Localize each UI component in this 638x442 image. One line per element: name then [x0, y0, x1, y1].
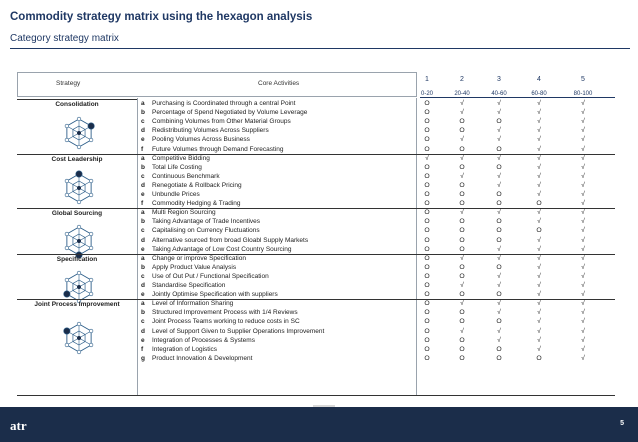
activity-text: Joint Process Teams working to reduce costs in SC	[152, 318, 300, 326]
rating-mark: O	[424, 282, 430, 289]
rating-mark: √	[581, 209, 585, 217]
rating-mark: √	[537, 254, 541, 262]
rating-mark: √	[460, 172, 464, 180]
rating-mark: O	[459, 127, 465, 135]
row-letter: d	[141, 181, 145, 189]
rating-mark: O	[496, 291, 502, 299]
column-number: 1	[425, 76, 429, 83]
page-title: Commodity strategy matrix using the hexagon analysis	[10, 11, 313, 23]
rating-mark: O	[424, 336, 430, 344]
row-letter: d	[141, 327, 145, 335]
row-letter: e	[141, 136, 145, 144]
table-row	[17, 217, 615, 226]
rating-mark: O	[424, 118, 430, 126]
rating-mark: O	[424, 345, 430, 353]
row-letter: f	[141, 200, 144, 208]
rating-mark: O	[424, 136, 430, 144]
rating-mark: √	[497, 254, 501, 262]
table-row	[17, 254, 615, 263]
rating-mark: √	[497, 181, 501, 189]
table-row	[17, 317, 615, 326]
rating-mark: O	[459, 236, 465, 244]
rating-mark: O	[459, 163, 465, 171]
rating-mark: √	[537, 127, 541, 135]
rating-mark: √	[581, 118, 585, 126]
header-core-activities: Core Activities	[258, 80, 300, 87]
rating-mark: O	[424, 227, 430, 235]
atr-logo: atr	[10, 418, 27, 433]
row-letter: e	[141, 336, 145, 344]
rating-mark: O	[424, 191, 430, 198]
activity-text: Continuous Benchmark	[152, 172, 220, 180]
rating-mark: O	[459, 181, 465, 189]
strategy-matrix-table	[17, 72, 615, 396]
rating-mark: √	[537, 345, 541, 353]
table-row	[17, 145, 615, 154]
activity-text: Standardise Specification	[152, 282, 226, 289]
row-letter: a	[141, 300, 145, 308]
rating-mark: O	[496, 263, 502, 271]
activity-text: Percentage of Spend Negotiated by Volume Leverage	[152, 109, 308, 117]
activity-text: Apply Product Value Analysis	[152, 263, 237, 271]
table-row	[17, 181, 615, 190]
row-letter: f	[141, 345, 144, 353]
table-row	[17, 126, 615, 135]
rating-mark: √	[581, 136, 585, 144]
rating-mark: O	[496, 118, 502, 126]
rating-mark: O	[424, 327, 430, 335]
table-bottom-border	[17, 395, 615, 396]
activity-text: Taking Advantage of Low Cost Country Sourcing	[152, 245, 292, 253]
rating-mark: O	[459, 272, 465, 280]
rating-mark: O	[424, 354, 430, 362]
rating-mark: √	[581, 172, 585, 180]
strategy-name: Cost Leadership	[51, 155, 103, 163]
title-divider	[10, 48, 630, 49]
row-letter: d	[141, 282, 145, 289]
rating-mark: √	[537, 181, 541, 189]
rating-mark: √	[537, 218, 541, 226]
row-letter: a	[141, 154, 145, 162]
rating-mark: √	[497, 327, 501, 335]
rating-mark: √	[537, 172, 541, 180]
rating-mark: O	[496, 200, 502, 208]
table-row	[17, 99, 615, 108]
rating-mark: √	[581, 154, 585, 162]
rating-mark: √	[581, 318, 585, 326]
rating-mark: √	[537, 245, 541, 253]
table-row	[17, 154, 615, 163]
rating-mark: O	[459, 191, 465, 198]
rating-mark: √	[581, 236, 585, 244]
rating-mark: √	[537, 136, 541, 144]
rating-mark: O	[459, 145, 465, 153]
activity-text: Pooling Volumes Across Business	[152, 136, 250, 144]
rating-mark: √	[497, 209, 501, 217]
rating-mark: √	[581, 245, 585, 253]
row-letter: b	[141, 163, 145, 171]
rating-mark: O	[424, 163, 430, 171]
rating-mark: O	[424, 100, 430, 107]
footer-bar	[0, 407, 638, 442]
activity-text: Integration of Processes & Systems	[152, 336, 255, 344]
rating-mark: √	[581, 191, 585, 198]
table-row	[17, 272, 615, 281]
row-letter: b	[141, 263, 145, 271]
rating-mark: √	[581, 272, 585, 280]
rating-mark: √	[537, 118, 541, 126]
column-range: 60-80	[531, 91, 547, 97]
rating-mark: O	[496, 191, 502, 198]
row-letter: b	[141, 309, 145, 317]
activity-text: Structured Improvement Process with 1/4 Reviews	[152, 309, 298, 317]
rating-mark: √	[497, 300, 501, 308]
rating-mark: √	[537, 191, 541, 198]
table-row	[17, 327, 615, 336]
rating-mark: √	[581, 227, 585, 235]
rating-mark: √	[460, 109, 464, 117]
activity-text: Taking Advantage of Trade Incentives	[152, 218, 261, 226]
header-underline	[420, 97, 615, 98]
rating-mark: O	[459, 354, 465, 362]
rating-mark: O	[536, 227, 542, 235]
rating-mark: √	[497, 127, 501, 135]
row-letter: e	[141, 291, 145, 299]
header-strategy: Strategy	[56, 80, 81, 87]
row-letter: c	[141, 227, 145, 235]
column-number: 4	[537, 76, 541, 83]
rating-mark: √	[581, 291, 585, 299]
rating-mark: O	[424, 300, 430, 308]
table-row	[17, 117, 615, 126]
table-row	[17, 199, 615, 208]
row-letter: c	[141, 118, 145, 126]
rating-mark: √	[537, 327, 541, 335]
rating-mark: √	[497, 272, 501, 280]
rating-mark: O	[496, 218, 502, 226]
rating-mark: √	[537, 145, 541, 153]
rating-mark: √	[581, 109, 585, 117]
table-row	[17, 308, 615, 317]
row-letter: d	[141, 127, 145, 135]
rating-mark: √	[497, 245, 501, 253]
column-number: 2	[460, 76, 464, 83]
table-row	[17, 299, 615, 308]
activity-text: Capitalising on Currency Fluctuations	[152, 227, 260, 235]
rating-mark: √	[581, 309, 585, 317]
rating-mark: √	[581, 327, 585, 335]
strategy-name: Consolidation	[55, 101, 99, 108]
activity-text: Combining Volumes from Other Material Groups	[152, 118, 291, 126]
activity-text: Redistributing Volumes Across Suppliers	[152, 127, 269, 135]
rating-mark: O	[459, 200, 465, 208]
rating-mark: √	[581, 218, 585, 226]
table-row	[17, 245, 615, 254]
activity-text: Purchasing is Coordinated through a central Point	[152, 100, 296, 107]
rating-mark: √	[581, 282, 585, 289]
rating-mark: √	[537, 100, 541, 107]
rating-mark: O	[459, 309, 465, 317]
rating-mark: √	[537, 272, 541, 280]
rating-mark: O	[496, 236, 502, 244]
rating-mark: O	[424, 263, 430, 271]
rating-mark: √	[460, 254, 464, 262]
rating-mark: √	[497, 100, 501, 107]
rating-mark: O	[424, 109, 430, 117]
rating-mark: √	[425, 154, 429, 162]
rating-mark: O	[496, 354, 502, 362]
row-letter: a	[141, 209, 145, 217]
rating-mark: O	[424, 145, 430, 153]
rating-mark: O	[459, 336, 465, 344]
rating-mark: √	[460, 154, 464, 162]
rating-mark: √	[537, 163, 541, 171]
rating-mark: O	[459, 118, 465, 126]
table-row	[17, 172, 615, 181]
rating-mark: √	[460, 136, 464, 144]
rating-mark: √	[581, 100, 585, 107]
table-header-box	[17, 72, 417, 97]
table-row	[17, 345, 615, 354]
activity-text: Renegotiate & Rollback Pricing	[152, 181, 242, 189]
rating-mark: O	[424, 309, 430, 317]
rating-mark: √	[581, 254, 585, 262]
rating-mark: √	[537, 300, 541, 308]
rating-mark: √	[537, 209, 541, 217]
table-row	[17, 163, 615, 172]
rating-mark: O	[459, 345, 465, 353]
column-range: 40-60	[491, 91, 507, 97]
rating-mark: √	[460, 282, 464, 289]
strategy-name: Specification	[56, 255, 98, 263]
rating-mark: √	[537, 309, 541, 317]
rating-mark: √	[460, 327, 464, 335]
rating-mark: √	[537, 291, 541, 299]
rating-mark: √	[581, 200, 585, 208]
rating-mark: √	[581, 127, 585, 135]
rating-mark: √	[497, 172, 501, 180]
row-letter: d	[141, 236, 145, 244]
rating-mark: √	[581, 345, 585, 353]
activity-text: Change or improve Specification	[152, 254, 246, 262]
row-letter: a	[141, 254, 145, 262]
table-row	[17, 336, 615, 345]
rating-mark: O	[424, 209, 430, 217]
table-row	[17, 281, 615, 290]
row-letter: e	[141, 245, 145, 253]
row-letter: g	[141, 354, 145, 362]
table-row	[17, 226, 615, 235]
rating-mark: O	[424, 200, 430, 208]
rating-mark: √	[460, 100, 464, 107]
table-row	[17, 236, 615, 245]
table-row	[17, 135, 615, 144]
rating-mark: √	[537, 154, 541, 162]
rating-mark: √	[581, 354, 585, 362]
activity-text: Product Innovation & Development	[152, 354, 253, 362]
rating-mark: O	[424, 291, 430, 299]
activity-text: Level of Information Sharing	[152, 300, 234, 308]
activity-text: Total Life Costing	[152, 163, 202, 171]
rating-mark: √	[581, 263, 585, 271]
activity-text: Commodity Hedging & Trading	[152, 200, 241, 208]
row-letter: a	[141, 100, 145, 107]
activity-text: Use of Out Put / Functional Specification	[152, 272, 269, 280]
rating-mark: √	[537, 263, 541, 271]
rating-mark: O	[459, 245, 465, 253]
row-letter: b	[141, 109, 145, 117]
rating-mark: O	[424, 218, 430, 226]
rating-mark: O	[459, 318, 465, 326]
rating-mark: O	[496, 145, 502, 153]
activity-text: Unbundle Prices	[152, 191, 200, 198]
column-number: 5	[581, 76, 585, 83]
rating-mark: √	[537, 336, 541, 344]
page-number: 5	[620, 420, 624, 427]
row-letter: b	[141, 218, 145, 226]
rating-mark: √	[497, 282, 501, 289]
activity-text: Level of Support Given to Supplier Operations Improvement	[152, 327, 325, 335]
table-row	[17, 290, 615, 299]
rating-mark: O	[424, 272, 430, 280]
rating-mark: O	[459, 291, 465, 299]
table-row	[17, 208, 615, 217]
row-letter: c	[141, 318, 145, 326]
rating-mark: O	[424, 127, 430, 135]
rating-mark: O	[459, 263, 465, 271]
column-range: 20-40	[454, 91, 470, 97]
page-subtitle: Category strategy matrix	[10, 33, 119, 44]
rating-mark: √	[537, 282, 541, 289]
row-letter: c	[141, 272, 145, 280]
rating-mark: O	[424, 254, 430, 262]
rating-mark: O	[459, 227, 465, 235]
rating-mark: O	[424, 181, 430, 189]
rating-mark: √	[581, 145, 585, 153]
table-row	[17, 190, 615, 199]
rating-mark: O	[424, 245, 430, 253]
rating-mark: √	[581, 181, 585, 189]
activity-text: Alternative sourced from broad Gloabl Supply Markets	[152, 236, 309, 244]
row-letter: f	[141, 145, 144, 153]
rating-mark: O	[459, 218, 465, 226]
row-letter: c	[141, 172, 145, 180]
table-row	[17, 263, 615, 272]
rating-mark: O	[536, 354, 542, 362]
activity-text: Jointly Optimise Specification with suppliers	[152, 291, 278, 299]
rating-mark: O	[424, 236, 430, 244]
rating-mark: √	[460, 300, 464, 308]
rating-mark: √	[460, 209, 464, 217]
strategy-name: Global Sourcing	[51, 210, 103, 218]
rating-mark: √	[581, 163, 585, 171]
activity-text: Integration of Logistics	[152, 345, 218, 353]
rating-mark: O	[496, 345, 502, 353]
rating-mark: O	[536, 200, 542, 208]
rating-mark: O	[496, 227, 502, 235]
activity-text: Future Volumes through Demand Forecasting	[152, 145, 284, 153]
rating-mark: √	[497, 109, 501, 117]
table-row	[17, 354, 615, 363]
row-letter: e	[141, 191, 145, 198]
column-number: 3	[497, 76, 501, 83]
rating-mark: √	[581, 300, 585, 308]
activity-text: Competitive Bidding	[152, 154, 210, 162]
column-range: 0-20	[420, 91, 433, 97]
rating-mark: O	[496, 163, 502, 171]
column-range: 80-100	[573, 91, 593, 97]
rating-mark: O	[496, 318, 502, 326]
rating-mark: √	[497, 136, 501, 144]
rating-mark: √	[497, 309, 501, 317]
rating-mark: √	[537, 109, 541, 117]
rating-mark: O	[424, 172, 430, 180]
rating-mark: O	[424, 318, 430, 326]
strategy-name: Joint Process Improvement	[34, 301, 120, 309]
activity-text: Multi Region Sourcing	[152, 209, 216, 217]
rating-mark: √	[537, 236, 541, 244]
table-row	[17, 108, 615, 117]
rating-mark: √	[581, 336, 585, 344]
rating-mark: √	[497, 336, 501, 344]
rating-mark: √	[537, 318, 541, 326]
rating-mark: √	[497, 154, 501, 162]
